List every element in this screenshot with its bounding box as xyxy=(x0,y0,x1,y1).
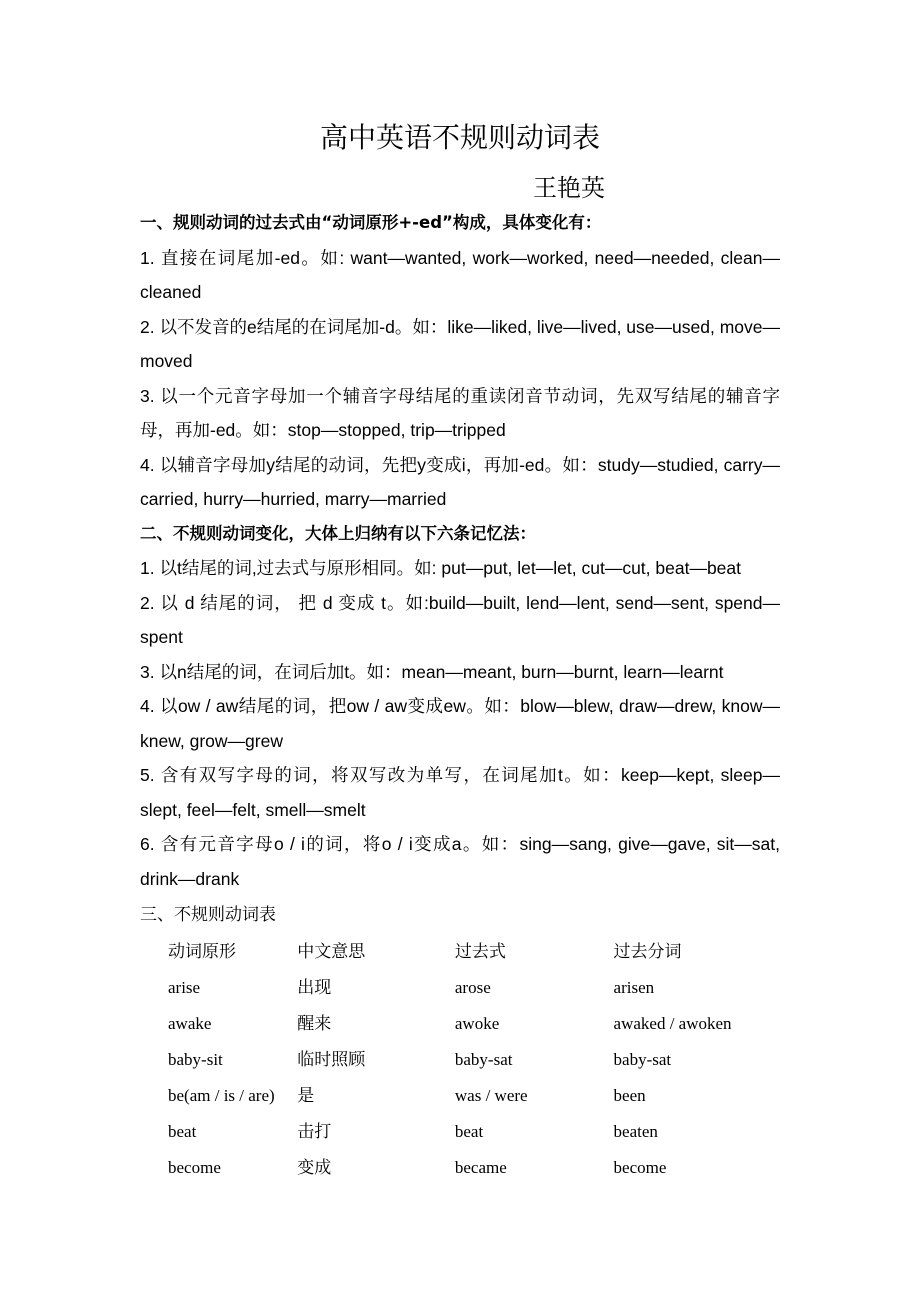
table-row xyxy=(168,1115,780,1151)
section-2-heading: 二、不规则动词变化，大体上归纳有以下六条记忆法： xyxy=(140,523,536,543)
table-row xyxy=(168,1079,780,1115)
section-3-heading: 三、不规则动词表 xyxy=(140,905,276,925)
rule-paragraph: 1. 以t结尾的词,过去式与原形相同。如: put—put, let—let, cut—cut, beat—beat xyxy=(140,558,742,578)
cell-past-tense: arose xyxy=(454,978,491,998)
cell-past-participle: baby-sat xyxy=(613,1050,672,1070)
cell-base-form: baby-sit xyxy=(168,1050,223,1070)
cell-base-form: beat xyxy=(168,1122,197,1142)
column-header: 过去分词 xyxy=(613,942,682,963)
table-row xyxy=(168,1007,780,1043)
cell-meaning: 醒来 xyxy=(297,1014,332,1034)
cell-base-form: arise xyxy=(168,978,201,998)
document-body xyxy=(140,206,780,1187)
rule-paragraph: 3. 以一个元音字母加一个辅音字母结尾的重读闭音节动词，先双写结尾的辅音字母，再加-ed。如：stop—stopped, trip—tripped xyxy=(140,385,780,440)
column-header: 中文意思 xyxy=(297,942,366,963)
cell-base-form: become xyxy=(168,1158,221,1178)
cell-meaning: 出现 xyxy=(297,978,332,998)
rule-paragraph: 2. 以不发音的e结尾的在词尾加-d。如：like—liked, live—lived, use—used, move—moved xyxy=(140,316,780,371)
rule-paragraph: 3. 以n结尾的词，在词后加t。如：mean—meant, burn—burnt, learn—learnt xyxy=(140,661,724,682)
column-header: 过去式 xyxy=(454,942,506,963)
cell-past-tense: became xyxy=(454,1158,507,1178)
column-header: 动词原形 xyxy=(168,942,236,963)
irregular-verbs-table xyxy=(168,935,780,1187)
cell-past-tense: beat xyxy=(454,1122,484,1142)
author-name: 王艳英 xyxy=(533,174,605,202)
table-row xyxy=(168,1043,780,1079)
cell-meaning: 是 xyxy=(297,1086,315,1106)
cell-meaning: 击打 xyxy=(297,1122,332,1142)
rule-paragraph: 4. 以辅音字母加y结尾的动词，先把y变成i，再加-ed。如：study—studied, carry—carried, hurry—hurried, marry—married xyxy=(140,454,780,509)
cell-past-tense: was / were xyxy=(454,1086,528,1106)
cell-past-participle: arisen xyxy=(613,978,655,998)
rule-paragraph: 4. 以ow / aw结尾的词，把ow / aw变成ew。如：blow—blew, draw—drew, know—knew, grow—grew xyxy=(140,696,780,751)
page-title: 高中英语不规则动词表 xyxy=(319,121,600,154)
cell-meaning: 临时照顾 xyxy=(297,1050,366,1070)
cell-base-form: awake xyxy=(168,1014,212,1034)
table-row xyxy=(168,971,780,1007)
cell-past-tense: baby-sat xyxy=(454,1050,513,1070)
cell-past-tense: awoke xyxy=(454,1014,500,1034)
cell-meaning: 变成 xyxy=(297,1158,332,1178)
rule-paragraph: 2. 以 d 结尾的词， 把 d 变成 t。如:build—built, lend—lent, send—sent, spend—spent xyxy=(140,592,780,647)
cell-past-participle: become xyxy=(613,1158,667,1178)
cell-past-participle: been xyxy=(613,1086,646,1106)
rule-paragraph: 6. 含有元音字母o / i的词，将o / i变成a。如：sing—sang, give—gave, sit—sat, drink—drank xyxy=(140,834,780,889)
cell-past-participle: beaten xyxy=(613,1122,658,1142)
rule-paragraph: 5. 含有双写字母的词，将双写改为单写，在词尾加t。如：keep—kept, sleep—slept, feel—felt, smell—smelt xyxy=(140,765,780,820)
cell-past-participle: awaked / awoken xyxy=(613,1014,732,1034)
table-header-row xyxy=(168,935,780,971)
cell-base-form: be(am / is / are) xyxy=(168,1086,275,1106)
section-1-heading: 一、规则动词的过去式由“动词原形+-ed”构成，具体变化有： xyxy=(140,213,602,232)
table-row xyxy=(168,1151,780,1187)
rule-paragraph: 1. 直接在词尾加-ed。如: want—wanted, work—worked, need—needed, clean—cleaned xyxy=(140,247,780,302)
